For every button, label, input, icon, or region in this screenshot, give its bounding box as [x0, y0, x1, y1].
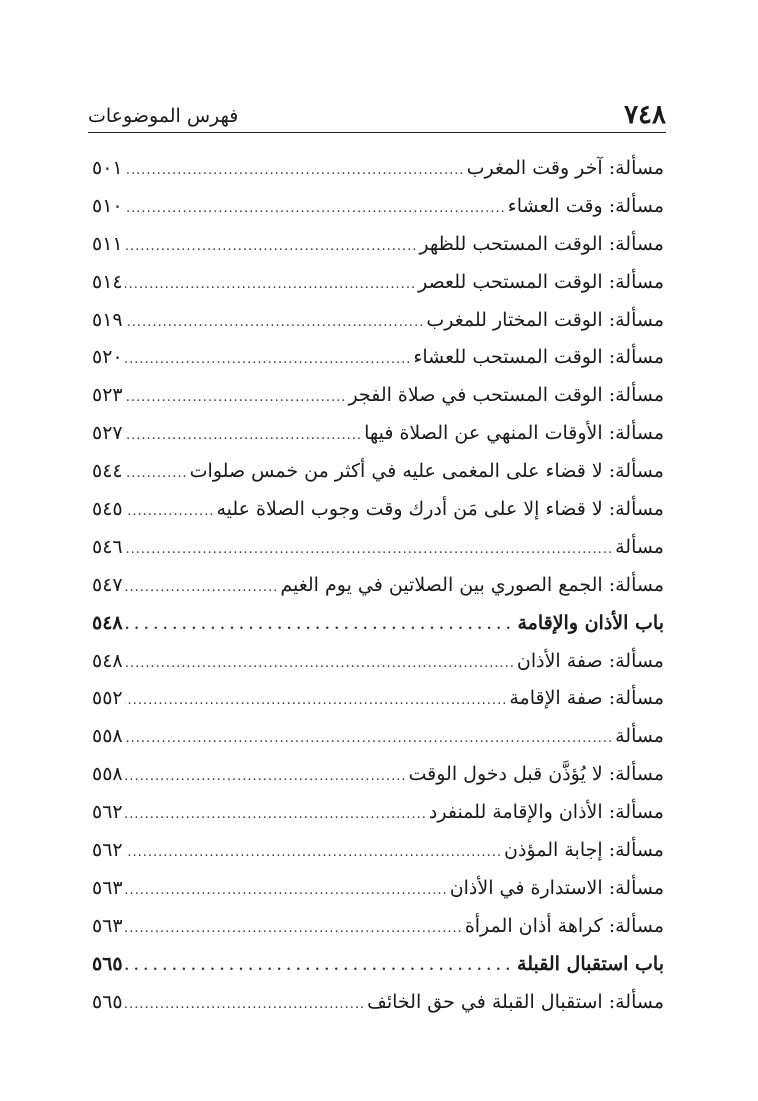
toc-entry-title: مسألة: صفة الأذان [516, 649, 664, 672]
toc-page-number: ٥٥٨ [92, 725, 123, 748]
toc-entry-title: مسألة: آخر وقت المغرب [466, 157, 664, 179]
toc-entry [92, 832, 664, 870]
toc-entry-title: مسألة: الوقت المستحب للعصر [418, 270, 664, 293]
toc-entry [92, 453, 664, 491]
dot-leader [125, 645, 515, 683]
toc-entry-title: مسألة: صفة الإقامة [509, 687, 664, 710]
toc-page-number: ٥٥٨ [92, 763, 123, 786]
toc-page-number: ٥٤٨ [92, 611, 123, 634]
toc-entry [92, 794, 664, 832]
dot-leader [125, 379, 347, 417]
toc-page-number: ٥٤٥ [92, 498, 123, 521]
toc-entry-title: مسألة: الوقت المستحب في صلاة الفجر [348, 384, 664, 407]
toc-page-number: ٥٦٣ [92, 876, 123, 899]
dot-leader [125, 910, 463, 948]
dot-leader [125, 607, 516, 645]
toc-page-number: ٥٤٤ [92, 460, 123, 483]
toc-page-number: ٥٤٦ [92, 535, 123, 558]
dot-leader [125, 152, 465, 190]
toc-page-number: ٥١١ [92, 232, 123, 255]
toc-entry [92, 870, 664, 908]
toc-page-number: ٥٦٥ [92, 990, 123, 1013]
toc-entry [92, 150, 664, 188]
toc-page-number: ٥٢٠ [92, 346, 123, 369]
page-number: ٧٤٨ [624, 100, 666, 130]
toc-page-number: ٥٠١ [92, 157, 123, 179]
toc-entry [92, 339, 664, 377]
toc-chapter-heading [92, 946, 664, 984]
dot-leader [125, 341, 412, 379]
toc-entry-title: مسألة: الوقت المختار للمغرب [426, 308, 664, 331]
toc-page-number: ٥١٩ [92, 308, 123, 331]
toc-page-number: ٥٦٣ [92, 914, 123, 937]
dot-leader [125, 531, 613, 569]
toc-entry-title: مسألة: الأذان والإقامة للمنفرد [428, 801, 664, 824]
toc-page-number: ٥١٠ [92, 194, 123, 217]
toc-entry-title: مسألة: استقبال القبلة في حق الخائف [367, 990, 664, 1013]
toc-entry-title: مسألة: الوقت المستحب للظهر [419, 232, 664, 255]
table-of-contents [92, 150, 664, 1021]
dot-leader [125, 455, 188, 493]
toc-page-number: ٥٤٧ [92, 573, 123, 596]
toc-page-number: ٥٢٣ [92, 384, 123, 407]
dot-leader [125, 986, 366, 1024]
toc-entry-title: مسألة: لا قضاء إلا على مَن أدرك وقت وجوب الصلاة عليه [216, 498, 664, 521]
toc-page-number: ٥١٤ [92, 270, 123, 293]
toc-entry-title: باب استقبال القبلة [517, 952, 664, 975]
toc-page-number: ٥٦٢ [92, 839, 123, 862]
toc-entry [92, 718, 664, 756]
dot-leader [125, 190, 506, 228]
dot-leader [125, 948, 515, 986]
toc-entry-title: مسألة: كراهة أذان المرأة [464, 914, 664, 937]
toc-entry [92, 377, 664, 415]
page-header [88, 92, 666, 133]
dot-leader [125, 417, 362, 455]
toc-page-number: ٥٢٧ [92, 422, 123, 445]
toc-entry-title: مسألة: لا يُؤذَّن قبل دخول الوقت [408, 763, 664, 786]
dot-leader [125, 682, 508, 720]
toc-entry [92, 226, 664, 264]
toc-entry [92, 188, 664, 226]
toc-entry [92, 567, 664, 605]
toc-page-number: ٥٦٥ [92, 952, 123, 975]
toc-entry-title: مسألة [615, 535, 664, 558]
toc-page-number: ٥٥٢ [92, 687, 123, 710]
toc-entry [92, 415, 664, 453]
toc-entry-title: باب الأذان والإقامة [517, 611, 664, 634]
dot-leader [125, 834, 502, 872]
dot-leader [125, 758, 407, 796]
dot-leader [125, 872, 448, 910]
toc-entry [92, 756, 664, 794]
toc-entry-title: مسألة: الوقت المستحب للعشاء [413, 346, 664, 369]
toc-entry [92, 984, 664, 1022]
toc-entry-title: مسألة [615, 725, 664, 748]
toc-entry [92, 491, 664, 529]
toc-entry [92, 302, 664, 340]
running-title: فهرس الموضوعات [88, 105, 239, 127]
toc-entry [92, 643, 664, 681]
toc-entry [92, 529, 664, 567]
toc-entry-title: مسألة: الاستدارة في الأذان [449, 876, 664, 899]
toc-entry [92, 680, 664, 718]
dot-leader [125, 796, 427, 834]
dot-leader [125, 228, 418, 266]
toc-page-number: ٥٦٢ [92, 801, 123, 824]
dot-leader [125, 304, 425, 342]
toc-entry-title: مسألة: إجابة المؤذن [504, 839, 664, 862]
dot-leader [125, 493, 215, 531]
toc-chapter-heading [92, 605, 664, 643]
dot-leader [125, 720, 613, 758]
toc-entry [92, 264, 664, 302]
toc-entry-title: مسألة: الجمع الصوري بين الصلاتين في يوم الغيم [280, 573, 664, 596]
dot-leader [125, 266, 416, 304]
toc-entry [92, 908, 664, 946]
toc-entry-title: مسألة: الأوقات المنهي عن الصلاة فيها [364, 422, 664, 445]
toc-page-number: ٥٤٨ [92, 649, 123, 672]
toc-entry-title: مسألة: وقت العشاء [507, 194, 664, 217]
dot-leader [125, 569, 279, 607]
toc-entry-title: مسألة: لا قضاء على المغمى عليه في أكثر من خمس صلوات [189, 460, 664, 483]
